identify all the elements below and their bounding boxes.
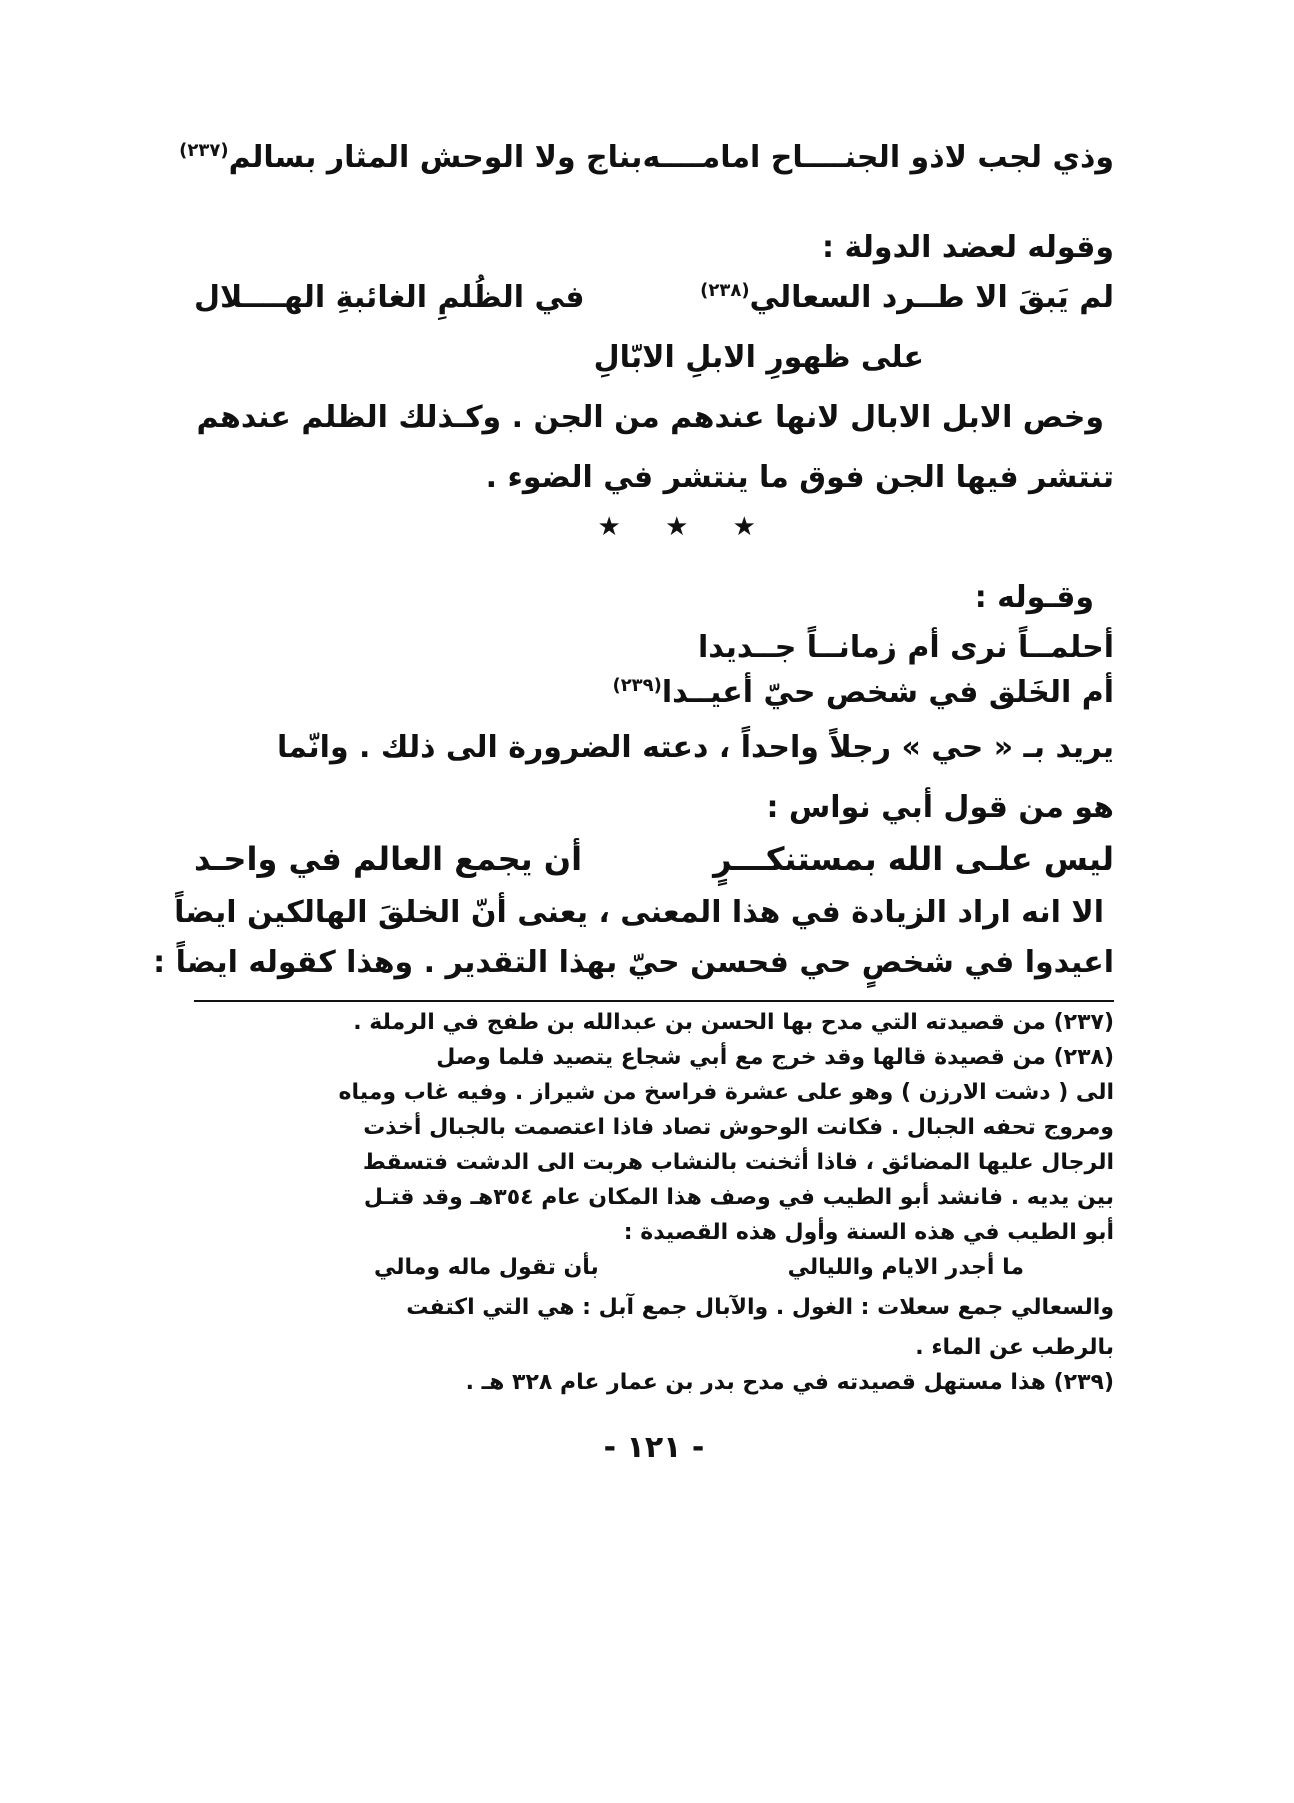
commentary-3-line-2: هو من قول أبي نواس : bbox=[766, 790, 1114, 825]
verse-1 bbox=[179, 140, 1114, 175]
footnote-line-6: بين يديه . فانشد أبو الطيب في وصف هذا المكان عام ٣٥٤هـ وقد قتـل bbox=[363, 1185, 1114, 1210]
page-number: - ١٢١ - bbox=[603, 1430, 705, 1465]
footnote-line-9: بالرطب عن الماء . bbox=[915, 1335, 1114, 1360]
verse-2-hemistich-a: لم يَبقَ الا طــرد السعالي$^{(٢٣٨)}$ bbox=[700, 280, 1114, 315]
footnote-line-5: الرجال عليها المضائق ، فاذا أثخنت بالنشاب هربت الى الدشت فتسقط bbox=[362, 1150, 1114, 1175]
verse-2-hemistich-b: في الظُلمِ الغائبةِ الهــــلال bbox=[194, 280, 585, 315]
verse-1-hemistich-b: بناج ولا الوحش المثار بسالم$^{(٢٣٧)}$ bbox=[179, 140, 643, 175]
footnote-line-3: الى ( دشت الارزن ) وهو على عشرة فراسخ من شيراز . وفيه غاب ومياه bbox=[338, 1080, 1114, 1105]
footnote-quoted-hemistich-a: ما أجدر الايام والليالي bbox=[787, 1255, 1024, 1280]
commentary-2-line-1: وخص الابل الابال لانها عندهم من الجن . وكـذلك الظلم عندهم bbox=[196, 400, 1104, 435]
footnote-line-7: أبو الطيب في هذه السنة وأول هذه القصيدة : bbox=[623, 1220, 1114, 1245]
verse-4-hemistich-b: أن يجمع العالم في واحـد bbox=[194, 840, 583, 878]
footnote-line-2: (٢٣٨) من قصيدة قالها وقد خرج مع أبي شجاع يتصيد فلما وصل bbox=[436, 1045, 1114, 1070]
verse-2-continuation: على ظهورِ الابلِ الابّالِ bbox=[593, 340, 924, 375]
intro-line-2: وقوله لعضد الدولة : bbox=[822, 230, 1114, 265]
footnote-ref-237: (٢٣٧) bbox=[179, 140, 229, 161]
commentary-3-line-1: يريد بـ « حي » رجلاً واحداً ، دعته الضرورة الى ذلك . وانّما bbox=[277, 730, 1114, 765]
verse-1-hemistich-a: وذي لجب لاذو الجنــــاح امامــــه bbox=[642, 140, 1114, 175]
footnote-ref-239: (٢٣٩) bbox=[612, 675, 662, 696]
footnote-line-8: والسعالي جمع سعلات : الغول . والآبال جمع آبل : هي التي اكتفت bbox=[406, 1295, 1114, 1320]
footnote-quoted-verse bbox=[374, 1255, 1024, 1280]
commentary-4-line-2: اعيدوا في شخصٍ حي فحسن حيّ بهذا التقدير . وهذا كقوله ايضاً : bbox=[153, 945, 1114, 980]
verse-4 bbox=[194, 840, 1114, 878]
footnote-quoted-hemistich-b: بأن تقول ماله ومالي bbox=[374, 1255, 599, 1280]
footnote-separator bbox=[194, 1000, 1114, 1002]
verse-3-line-2: أم الخَلق في شخص حيّ أعيــدا$^{(٢٣٩)}$ bbox=[612, 675, 1114, 710]
footnote-line-10: (٢٣٩) هذا مستهل قصيدته في مدح بدر بن عمار عام ٣٢٨ هـ . bbox=[465, 1370, 1114, 1395]
verse-2 bbox=[194, 280, 1114, 315]
verse-3-line-1: أحلمــاً نرى أم زمانــاً جــديدا bbox=[698, 630, 1114, 665]
section-divider-stars: ★ ★ ★ bbox=[597, 512, 774, 542]
commentary-2-line-2: تنتشر فيها الجن فوق ما ينتشر في الضوء . bbox=[485, 460, 1114, 495]
footnote-line-1: (٢٣٧) من قصيدته التي مدح بها الحسن بن عبدالله بن طفج في الرملة . bbox=[353, 1010, 1114, 1035]
verse-4-hemistich-a: ليس علـى الله بمستنكـــرٍ bbox=[713, 840, 1114, 878]
commentary-4-line-1: الا انه اراد الزيادة في هذا المعنى ، يعنى أنّ الخلقَ الهالكين ايضاً bbox=[174, 895, 1104, 930]
intro-line-3: وقـوله : bbox=[974, 580, 1094, 615]
footnote-line-4: ومروج تحفه الجبال . فكانت الوحوش تصاد فاذا اعتصمت بالجبال أخذت bbox=[363, 1115, 1114, 1140]
footnote-ref-238: (٢٣٨) bbox=[700, 280, 750, 301]
